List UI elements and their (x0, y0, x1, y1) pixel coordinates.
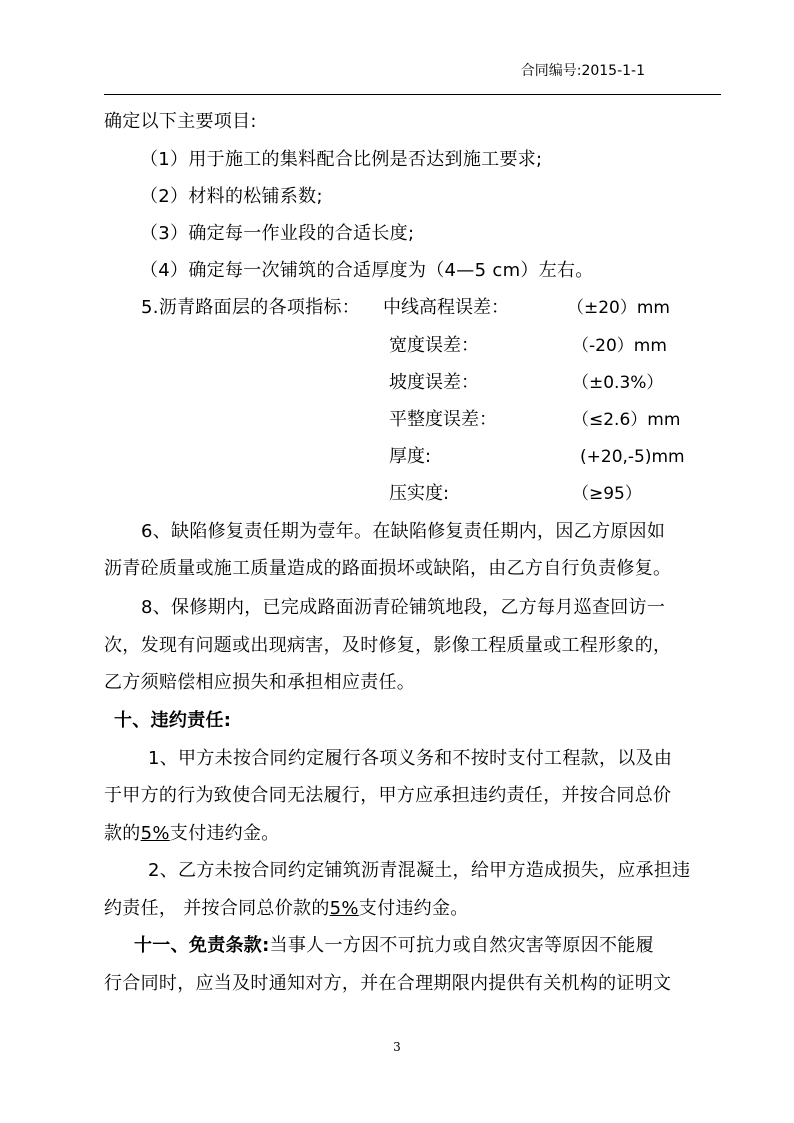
paragraph-6-line: 沥青砼质量或施工质量造成的路面损坏或缺陷，由乙方自行负责修复。 (104, 558, 672, 579)
clause-1-line: 于甲方的行为致使合同无法履行，甲方应承担违约责任，并按合同总价 (104, 785, 672, 806)
section-11-text: 当事人一方因不可抗力或自然灾害等原因不能履 (269, 935, 654, 956)
page-header (104, 58, 721, 95)
spec-label: 中线高程误差： (383, 297, 509, 318)
spec-value: （-20）mm (572, 336, 667, 356)
paragraph-8-line: 次，发现有问题或出现病害，及时修复，影像工程质量或工程形象的， (104, 635, 672, 656)
penalty-percent: 5% (140, 823, 170, 844)
spec-value: （≥95） (572, 484, 642, 504)
list-item: （2）材料的松铺系数; (140, 186, 323, 207)
paragraph-6-line: 6、缺陷修复责任期为壹年。在缺陷修复责任期内，因乙方原因如 (141, 521, 666, 542)
clause-1-line: 1、甲方未按合同约定履行各项义务和不按时支付工程款，以及由 (148, 748, 673, 769)
list-item: （4）确定每一次铺筑的合适厚度为（4—5 cm）左右。 (140, 260, 594, 281)
spec-label: 宽度误差： (389, 335, 479, 356)
contract-number: 合同编号:2015-1-1 (520, 63, 645, 79)
penalty-percent: 5% (329, 898, 359, 919)
section-11-line: 行合同时，应当及时通知对方，并在合理期限内提供有关机构的证明文 (104, 973, 672, 994)
list-item: （3）确定每一作业段的合适长度; (140, 223, 415, 244)
page-number: 3 (393, 1040, 401, 1054)
section-11-line (134, 934, 654, 958)
clause-2-text: 支付违约金。 (358, 898, 469, 919)
paragraph-8-line: 8、保修期内，已完成路面沥青砼铺筑地段，乙方每月巡查回访一 (141, 597, 666, 618)
spec-intro: 5.沥青路面层的各项指标： (141, 297, 361, 318)
clause-2-text: 约责任， 并按合同总价款的 (104, 898, 330, 919)
spec-value: （±0.3%） (572, 373, 664, 393)
spec-label: 坡度误差： (389, 372, 479, 393)
clause-1-line-end (104, 822, 280, 846)
section-10-title: 十、违约责任: (114, 710, 232, 731)
clause-1-text: 款的 (104, 823, 141, 844)
clause-2-line: 2、乙方未按合同约定铺筑沥青混凝土，给甲方造成损失，应承担违 (148, 860, 691, 881)
spec-label: 厚度: (389, 446, 432, 467)
spec-value: （≤2.6）mm (572, 410, 681, 430)
clause-1-text: 支付违约金。 (169, 823, 280, 844)
spec-label: 平整度误差： (389, 409, 497, 430)
intro-line: 确定以下主要项目: (104, 111, 257, 132)
spec-value: （±20）mm (567, 298, 670, 318)
clause-2-line-end (104, 897, 469, 921)
paragraph-8-line: 乙方须赔偿相应损失和承担相应责任。 (104, 672, 416, 693)
list-item: （1）用于施工的集料配合比例是否达到施工要求; (140, 149, 543, 170)
section-11-title: 十一、免责条款: (134, 935, 270, 956)
spec-value: (+20,-5)mm (580, 447, 685, 467)
spec-label: 压实度: (389, 483, 450, 504)
